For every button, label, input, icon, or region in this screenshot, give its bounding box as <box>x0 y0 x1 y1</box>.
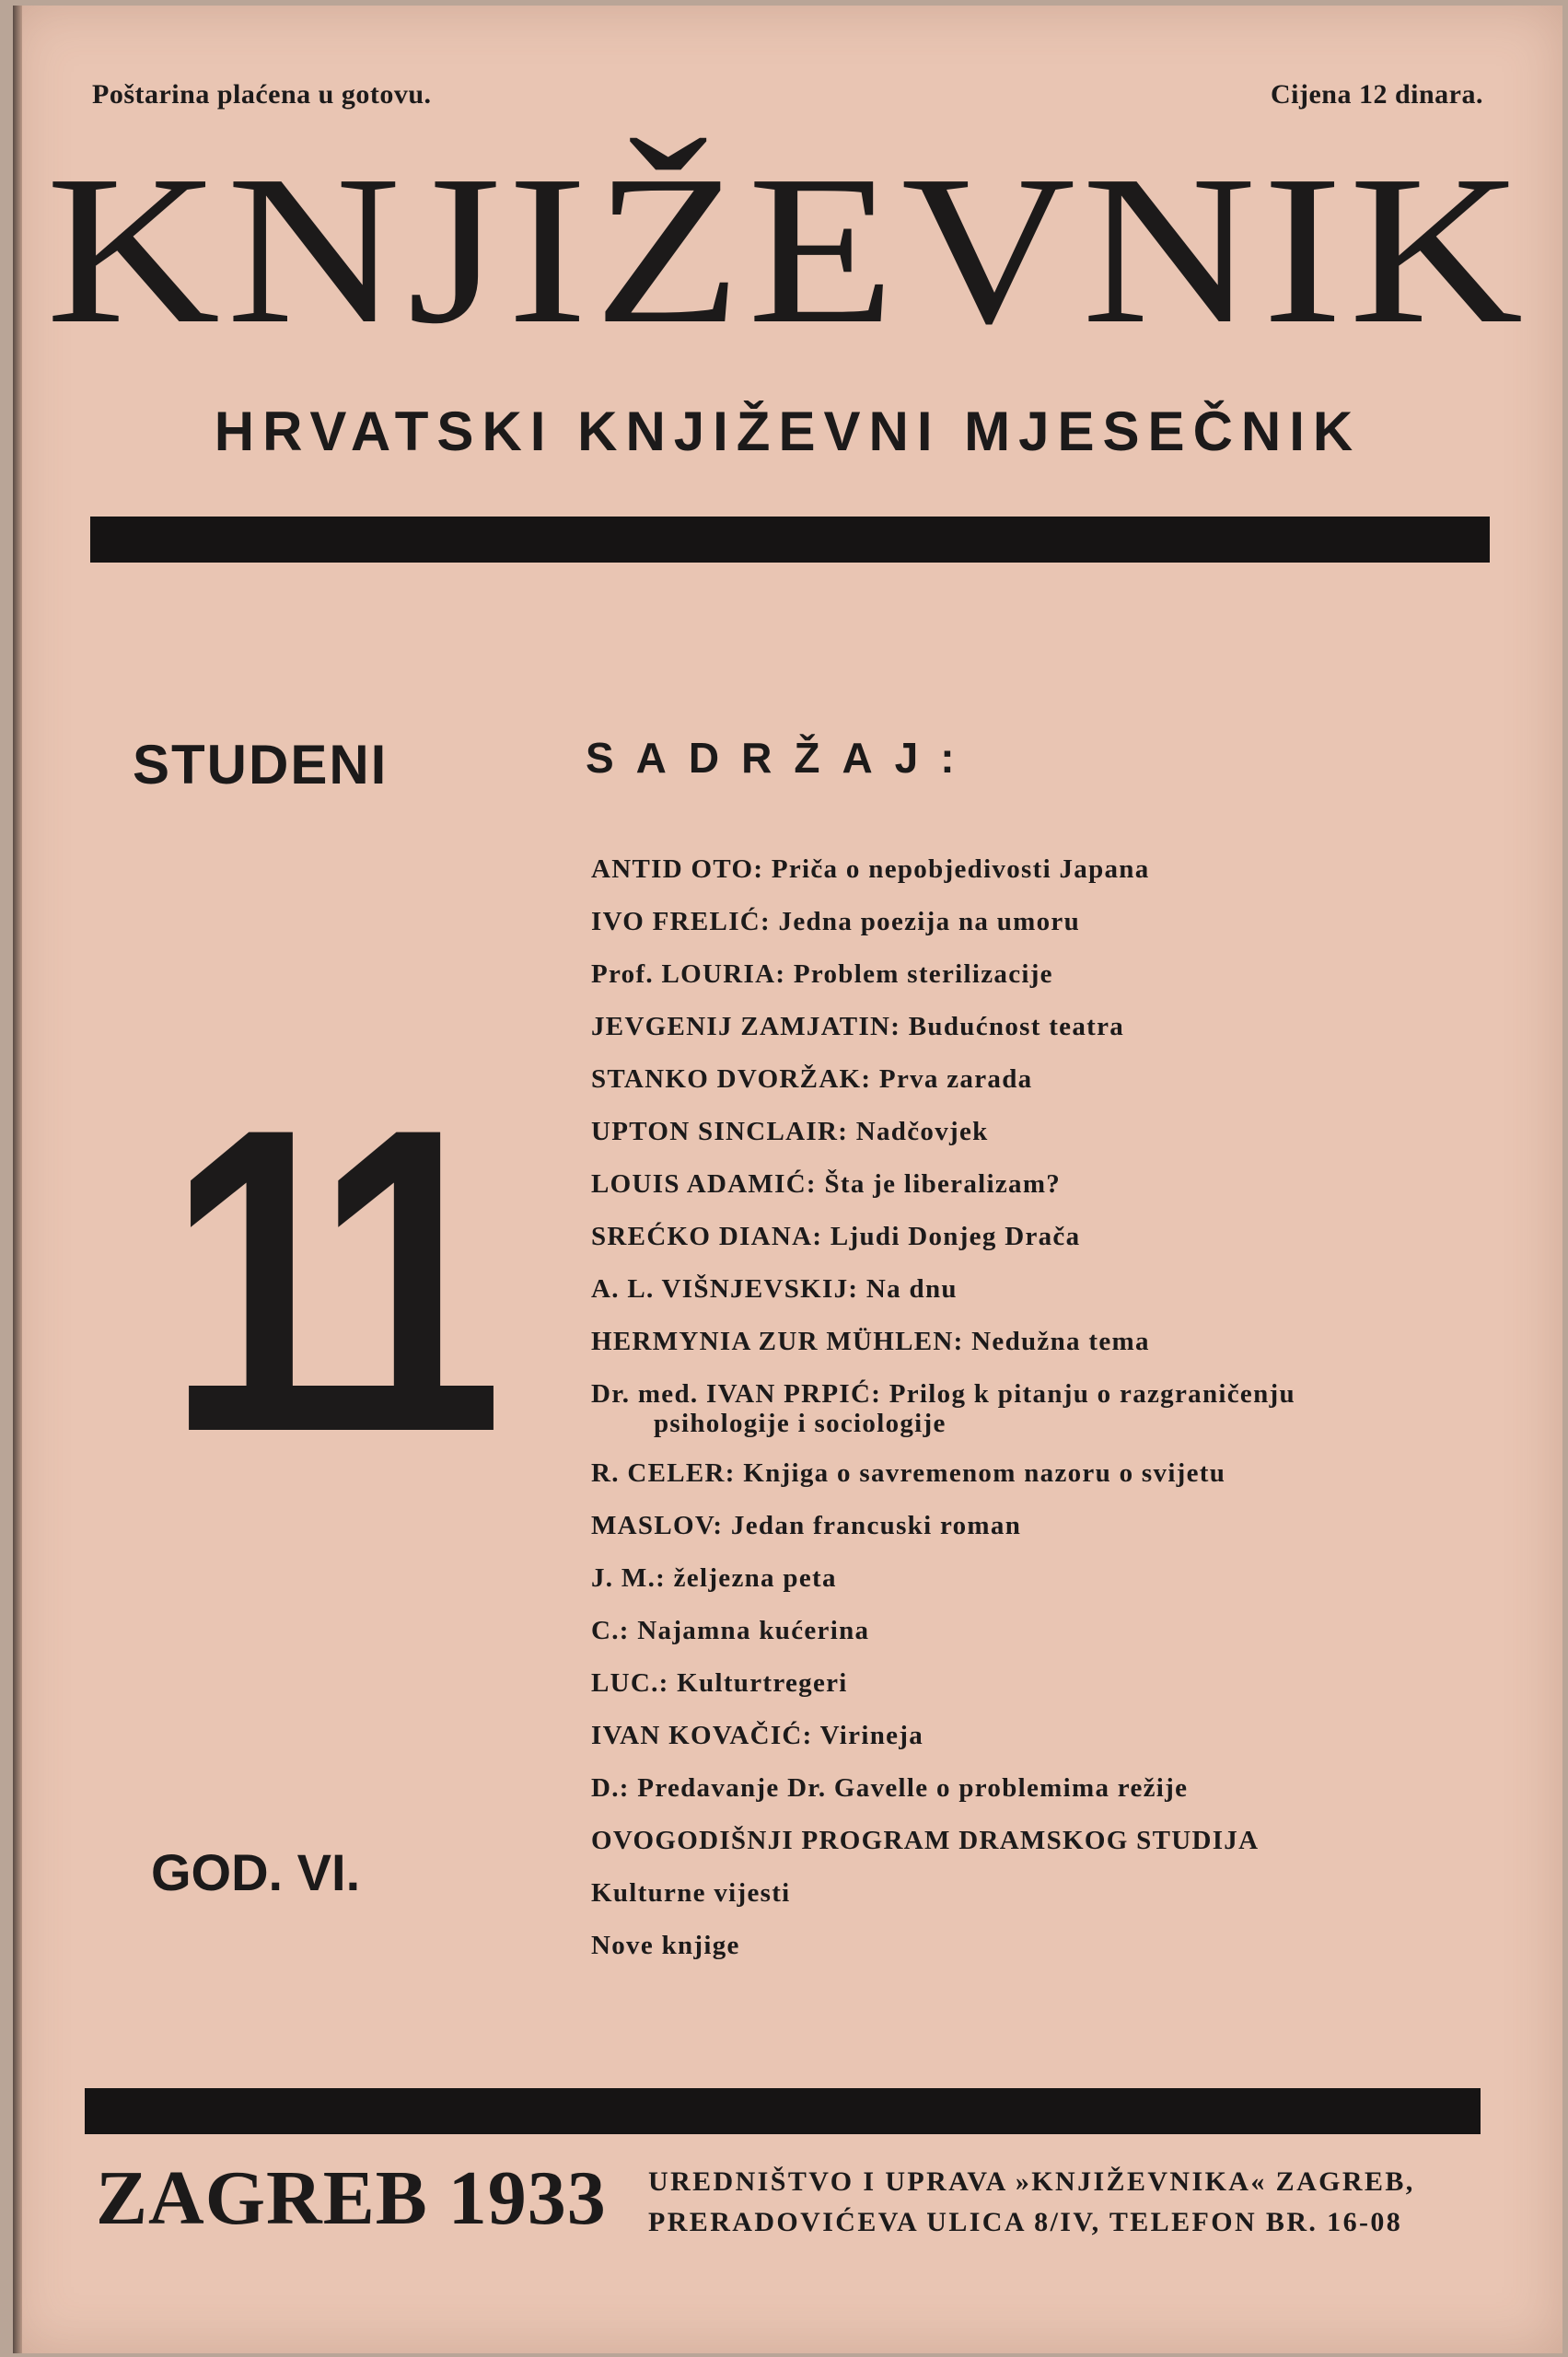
toc-item-text: Prof. LOURIA: Problem sterilizacije <box>591 959 1053 989</box>
toc-item <box>591 1263 1475 1316</box>
toc-item-continuation: psihologije i sociologije <box>654 1409 947 1438</box>
issue-year: GOD. VI. <box>151 1843 361 1901</box>
toc-item-text: HERMYNIA ZUR MÜHLEN: Nedužna tema <box>591 1327 1150 1356</box>
toc-item-text: ANTID OTO: Priča o nepobjedivosti Japana <box>591 854 1150 884</box>
toc-item <box>591 1447 1475 1500</box>
toc-item <box>591 1106 1475 1158</box>
toc-item <box>591 1211 1475 1263</box>
toc-item <box>591 1710 1475 1762</box>
toc-item <box>591 1867 1475 1920</box>
postage-note: Poštarina plaćena u gotovu. <box>92 79 432 110</box>
toc-item-text: IVAN KOVAČIĆ: Virineja <box>591 1721 924 1750</box>
toc-item-text: A. L. VIŠNJEVSKIJ: Na dnu <box>591 1274 958 1304</box>
toc-item-text: STANKO DVORŽAK: Prva zarada <box>591 1064 1033 1094</box>
toc-item-text: JEVGENIJ ZAMJATIN: Budućnost teatra <box>591 1012 1125 1041</box>
top-black-rule <box>90 517 1490 563</box>
toc-item <box>591 1762 1475 1815</box>
toc-item <box>591 1368 1475 1439</box>
toc-item <box>591 1552 1475 1605</box>
toc-item-text: C.: Najamna kućerina <box>591 1616 870 1645</box>
toc-item <box>591 896 1475 948</box>
toc-item <box>591 1605 1475 1657</box>
toc-item-text: UPTON SINCLAIR: Nadčovjek <box>591 1117 989 1146</box>
toc-item <box>591 1657 1475 1710</box>
toc-item <box>591 1053 1475 1106</box>
toc-item-text: SREĆKO DIANA: Ljudi Donjeg Drača <box>591 1222 1081 1251</box>
toc-item-text: LUC.: Kulturtregeri <box>591 1668 848 1698</box>
toc-item <box>591 948 1475 1001</box>
toc-item-text: LOUIS ADAMIĆ: Šta je liberalizam? <box>591 1169 1062 1199</box>
toc-item <box>591 843 1475 896</box>
magazine-cover <box>13 6 1562 2353</box>
price-note: Cijena 12 dinara. <box>1270 79 1483 110</box>
footer-address-line: PRERADOVIĆEVA ULICA 8/IV, TELEFON BR. 16-08 <box>648 2207 1403 2237</box>
toc-item-text: Nove knjige <box>591 1931 740 1960</box>
toc-item <box>591 1316 1475 1368</box>
toc-item-text: Kulturne vijesti <box>591 1878 791 1908</box>
table-of-contents <box>591 843 1475 1972</box>
footer-city-year: ZAGREB 1933 <box>96 2155 607 2241</box>
toc-item-text: Dr. med. IVAN PRPIĆ: Prilog k pitanju o razgraničenju <box>591 1379 1295 1409</box>
toc-item <box>591 1158 1475 1211</box>
toc-item <box>591 1500 1475 1552</box>
contents-heading: SADRŽAJ: <box>586 734 977 782</box>
toc-item-text: OVOGODIŠNJI PROGRAM DRAMSKOG STUDIJA <box>591 1826 1260 1855</box>
magazine-subtitle: HRVATSKI KNJIŽEVNI MJESEČNIK <box>214 401 1362 462</box>
toc-item <box>591 1001 1475 1053</box>
issue-number: 11 <box>168 1039 482 1522</box>
toc-item <box>591 1920 1475 1972</box>
footer-address-line: UREDNIŠTVO I UPRAVA »KNJIŽEVNIKA« ZAGREB, <box>648 2166 1415 2197</box>
toc-item-text: J. M.: željezna peta <box>591 1563 837 1593</box>
toc-item-text: MASLOV: Jedan francuski roman <box>591 1511 1022 1540</box>
toc-item-text: R. CELER: Knjiga o savremenom nazoru o svijetu <box>591 1458 1226 1488</box>
toc-item-text: IVO FRELIĆ: Jedna poezija na umoru <box>591 907 1081 936</box>
magazine-title: KNJIŽEVNIK <box>45 132 1530 368</box>
footer-address <box>648 2162 1415 2243</box>
cover-spine-edge <box>13 6 22 2353</box>
bottom-black-rule <box>85 2088 1481 2134</box>
toc-item <box>591 1815 1475 1867</box>
issue-month: STUDENI <box>133 734 389 795</box>
toc-item-text: D.: Predavanje Dr. Gavelle o problemima režije <box>591 1773 1189 1803</box>
